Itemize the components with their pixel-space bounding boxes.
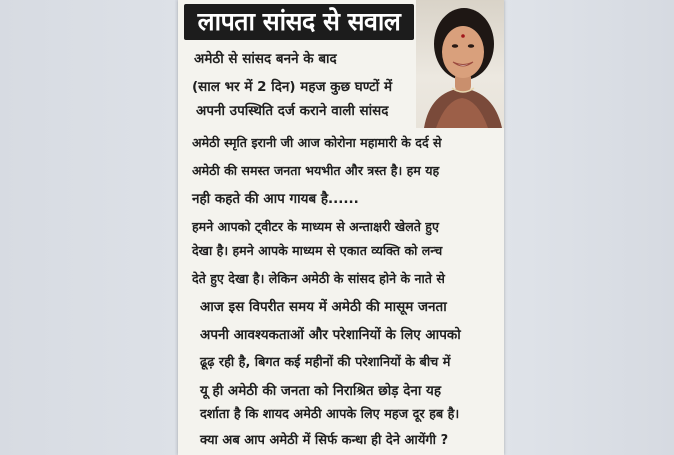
text-line: अपनी उपस्थिति दर्ज कराने वाली सांसद [196, 103, 389, 119]
headline-banner [184, 4, 414, 40]
text-line: अपनी आवश्यकताओं और परेशानियों के लिए आपको [200, 327, 461, 343]
poster [178, 0, 504, 455]
text-line: यू ही अमेठी की जनता को निराश्रित छोड़ देना यह [200, 383, 442, 399]
text-line: देते हुए देखा है। लेकिन अमेठी के सांसद होने के नाते से [192, 271, 445, 286]
text-line: अमेठी से सांसद बनने के बाद [194, 51, 337, 67]
text-line: (साल भर में 2 दिन) महज कुछ घण्टों में [192, 79, 393, 95]
portrait-photo [416, 0, 504, 128]
text-line: क्या अब आप अमेठी में सिर्फ कन्धा ही देने आयेंगी ? [200, 433, 449, 448]
background-left [0, 0, 175, 455]
text-line: दर्शाता है कि शायद अमेठी आपके लिए महज दूर हब है। [200, 407, 460, 422]
text-line: अमेठी स्मृति इरानी जी आज कोरोना महामारी के दर्द से [192, 135, 442, 150]
background-right [504, 0, 674, 455]
text-line: ढूढ़ रही है, बिगत कई महीनों की परेशानियों के बीच में [200, 355, 451, 370]
text-line: आज इस विपरीत समय में अमेठी की मासूम जनता [200, 299, 447, 315]
text-line: नही कहते की आप गायब है...... [192, 191, 359, 207]
text-line: देखा है। हमने आपके माध्यम से एकात व्यक्ति को लन्च [192, 243, 443, 258]
portrait-icon [416, 0, 504, 128]
text-line: हमने आपको ट्वीटर के माध्यम से अन्ताक्षरी खेलते हुए [192, 219, 439, 234]
headline: लापता सांसद से सवाल [197, 7, 401, 36]
text-line: अमेठी की समस्त जनता भयभीत और त्रस्त है। हम यह [192, 163, 440, 178]
